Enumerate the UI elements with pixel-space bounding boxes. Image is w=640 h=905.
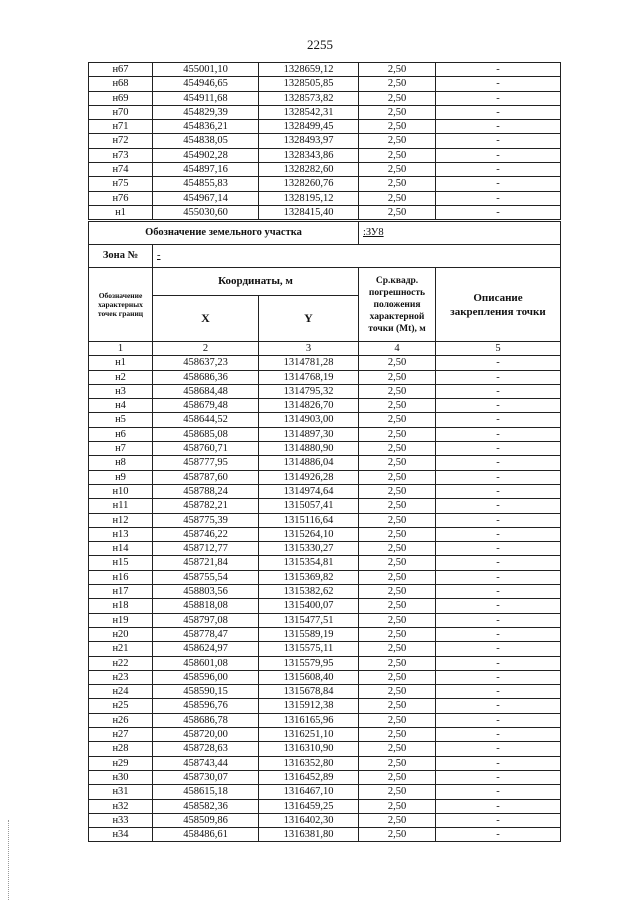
zone-value: - (157, 250, 161, 262)
description: - (436, 413, 561, 427)
header-point-designation: Обозначение характерных точек границ (89, 268, 153, 342)
coord-y: 1315912,38 (259, 699, 359, 713)
description: - (436, 427, 561, 441)
coord-y: 1316165,96 (259, 713, 359, 727)
description: - (436, 770, 561, 784)
column-number: 3 (259, 342, 359, 356)
description: - (436, 356, 561, 370)
error-value: 2,50 (359, 499, 436, 513)
coord-y: 1314903,00 (259, 413, 359, 427)
table-row (89, 599, 561, 613)
coordinates-table-continued (88, 62, 561, 220)
error-value: 2,50 (359, 205, 436, 219)
error-value: 2,50 (359, 642, 436, 656)
table-row (89, 556, 561, 570)
table-row (89, 742, 561, 756)
table-row (89, 427, 561, 441)
coord-x: 458782,21 (153, 499, 259, 513)
coord-y: 1315575,11 (259, 642, 359, 656)
coord-x: 458685,08 (153, 427, 259, 441)
header-description: Описание закрепления точки (436, 268, 561, 342)
table-row (89, 456, 561, 470)
page-number: 2255 (307, 37, 333, 52)
coord-x: 458746,22 (153, 527, 259, 541)
point-id: н14 (89, 542, 153, 556)
coord-y: 1314826,70 (259, 399, 359, 413)
description: - (436, 470, 561, 484)
description: - (436, 585, 561, 599)
column-number: 1 (89, 342, 153, 356)
coord-y: 1315477,51 (259, 613, 359, 627)
table-row (89, 484, 561, 498)
header-error: Ср.квадр. погрешность положения характерной точки (Mt), м (359, 268, 436, 342)
coord-x: 458720,00 (153, 728, 259, 742)
point-id: н20 (89, 627, 153, 641)
coord-y: 1314795,32 (259, 384, 359, 398)
error-value: 2,50 (359, 713, 436, 727)
coord-y: 1316381,80 (259, 828, 359, 842)
point-id: н68 (89, 77, 153, 91)
error-value: 2,50 (359, 77, 436, 91)
point-id: н30 (89, 770, 153, 784)
error-value: 2,50 (359, 456, 436, 470)
description: - (436, 177, 561, 191)
point-id: н16 (89, 570, 153, 584)
coord-x: 455001,10 (153, 63, 259, 77)
point-id: н1 (89, 205, 153, 219)
description: - (436, 399, 561, 413)
coord-x: 454838,05 (153, 134, 259, 148)
description: - (436, 556, 561, 570)
table-row (89, 442, 561, 456)
coord-x: 458803,56 (153, 585, 259, 599)
point-id: н23 (89, 670, 153, 684)
coord-x: 454855,83 (153, 177, 259, 191)
table-row (89, 399, 561, 413)
coord-y: 1315678,84 (259, 685, 359, 699)
table-row (89, 670, 561, 684)
coord-x: 458787,60 (153, 470, 259, 484)
scan-artifact (8, 820, 10, 900)
description: - (436, 656, 561, 670)
coord-x: 454967,14 (153, 191, 259, 205)
coord-x: 458596,76 (153, 699, 259, 713)
header-coordinates: Координаты, м (153, 268, 359, 296)
coord-y: 1315608,40 (259, 670, 359, 684)
table-row (89, 685, 561, 699)
description: - (436, 685, 561, 699)
error-value: 2,50 (359, 699, 436, 713)
column-number: 2 (153, 342, 259, 356)
point-id: н21 (89, 642, 153, 656)
point-id: н22 (89, 656, 153, 670)
error-value: 2,50 (359, 785, 436, 799)
point-id: н31 (89, 785, 153, 799)
description: - (436, 191, 561, 205)
coord-x: 458596,00 (153, 670, 259, 684)
coord-x: 458778,47 (153, 627, 259, 641)
coord-y: 1316402,30 (259, 813, 359, 827)
description: - (436, 105, 561, 119)
coord-x: 458788,24 (153, 484, 259, 498)
column-number: 4 (359, 342, 436, 356)
point-id: н24 (89, 685, 153, 699)
point-id: н4 (89, 399, 153, 413)
table-row (89, 656, 561, 670)
coord-x: 458486,61 (153, 828, 259, 842)
coord-x: 454902,28 (153, 148, 259, 162)
point-id: н72 (89, 134, 153, 148)
column-number: 5 (436, 342, 561, 356)
table-row (89, 813, 561, 827)
description: - (436, 627, 561, 641)
error-value: 2,50 (359, 742, 436, 756)
error-value: 2,50 (359, 656, 436, 670)
error-value: 2,50 (359, 556, 436, 570)
table-row (89, 828, 561, 842)
point-id: н74 (89, 163, 153, 177)
coord-y: 1328415,40 (259, 205, 359, 219)
coord-y: 1315264,10 (259, 527, 359, 541)
table-row (89, 384, 561, 398)
coord-y: 1316467,10 (259, 785, 359, 799)
table-row (89, 177, 561, 191)
table-row (89, 728, 561, 742)
coord-y: 1328195,12 (259, 191, 359, 205)
point-id: н25 (89, 699, 153, 713)
error-value: 2,50 (359, 384, 436, 398)
coord-x: 458686,78 (153, 713, 259, 727)
point-id: н6 (89, 427, 153, 441)
point-id: н18 (89, 599, 153, 613)
coord-x: 454829,39 (153, 105, 259, 119)
table-row (89, 799, 561, 813)
point-id: н71 (89, 120, 153, 134)
description: - (436, 63, 561, 77)
coord-x: 458721,84 (153, 556, 259, 570)
table-row (89, 77, 561, 91)
point-id: н11 (89, 499, 153, 513)
point-id: н2 (89, 370, 153, 384)
point-id: н67 (89, 63, 153, 77)
description: - (436, 370, 561, 384)
point-id: н12 (89, 513, 153, 527)
error-value: 2,50 (359, 685, 436, 699)
table-row (89, 370, 561, 384)
error-value: 2,50 (359, 134, 436, 148)
table-row (89, 120, 561, 134)
point-id: н70 (89, 105, 153, 119)
point-id: н8 (89, 456, 153, 470)
coord-x: 458777,95 (153, 456, 259, 470)
description: - (436, 799, 561, 813)
error-value: 2,50 (359, 670, 436, 684)
coord-x: 454897,16 (153, 163, 259, 177)
coord-x: 458755,54 (153, 570, 259, 584)
point-id: н19 (89, 613, 153, 627)
point-id: н75 (89, 177, 153, 191)
coord-x: 458644,52 (153, 413, 259, 427)
description: - (436, 828, 561, 842)
table-row (89, 134, 561, 148)
error-value: 2,50 (359, 756, 436, 770)
coord-x: 458797,08 (153, 613, 259, 627)
point-id: н1 (89, 356, 153, 370)
coord-x: 458601,08 (153, 656, 259, 670)
error-value: 2,50 (359, 427, 436, 441)
error-value: 2,50 (359, 105, 436, 119)
zone-label: Зона № (89, 245, 153, 268)
description: - (436, 542, 561, 556)
point-id: н69 (89, 91, 153, 105)
coord-y: 1316310,90 (259, 742, 359, 756)
point-id: н27 (89, 728, 153, 742)
description: - (436, 384, 561, 398)
error-value: 2,50 (359, 413, 436, 427)
coord-x: 458775,39 (153, 513, 259, 527)
error-value: 2,50 (359, 120, 436, 134)
coord-y: 1328260,76 (259, 177, 359, 191)
table-row (89, 770, 561, 784)
table-row (89, 470, 561, 484)
table-row (89, 613, 561, 627)
error-value: 2,50 (359, 177, 436, 191)
description: - (436, 120, 561, 134)
error-value: 2,50 (359, 513, 436, 527)
coord-y: 1314926,28 (259, 470, 359, 484)
coord-y: 1315330,27 (259, 542, 359, 556)
error-value: 2,50 (359, 613, 436, 627)
error-value: 2,50 (359, 370, 436, 384)
table-row (89, 756, 561, 770)
description: - (436, 813, 561, 827)
coord-x: 458743,44 (153, 756, 259, 770)
description: - (436, 484, 561, 498)
table-row (89, 713, 561, 727)
description: - (436, 756, 561, 770)
description: - (436, 613, 561, 627)
description: - (436, 742, 561, 756)
table-row (89, 148, 561, 162)
coord-y: 1328542,31 (259, 105, 359, 119)
coord-y: 1328505,85 (259, 77, 359, 91)
coord-y: 1316251,10 (259, 728, 359, 742)
coord-x: 458679,48 (153, 399, 259, 413)
coord-x: 455030,60 (153, 205, 259, 219)
error-value: 2,50 (359, 599, 436, 613)
coord-x: 458728,63 (153, 742, 259, 756)
point-id: н7 (89, 442, 153, 456)
table-row (89, 105, 561, 119)
point-id: н26 (89, 713, 153, 727)
table-row (89, 513, 561, 527)
error-value: 2,50 (359, 770, 436, 784)
coord-y: 1315057,41 (259, 499, 359, 513)
description: - (436, 442, 561, 456)
error-value: 2,50 (359, 191, 436, 205)
table-row (89, 627, 561, 641)
parcel-value: :ЗУ8 (363, 227, 384, 239)
error-value: 2,50 (359, 813, 436, 827)
coord-y: 1328499,45 (259, 120, 359, 134)
description: - (436, 713, 561, 727)
coord-x: 458730,07 (153, 770, 259, 784)
point-id: н29 (89, 756, 153, 770)
header-y: Y (259, 296, 359, 342)
point-id: н32 (89, 799, 153, 813)
coord-y: 1328493,97 (259, 134, 359, 148)
description: - (436, 148, 561, 162)
table-row (89, 585, 561, 599)
table-row (89, 91, 561, 105)
coord-x: 458637,23 (153, 356, 259, 370)
table-row (89, 570, 561, 584)
coord-x: 458818,08 (153, 599, 259, 613)
coord-x: 458712,77 (153, 542, 259, 556)
coord-y: 1315116,64 (259, 513, 359, 527)
coord-x: 458615,18 (153, 785, 259, 799)
description: - (436, 599, 561, 613)
description: - (436, 91, 561, 105)
table-row (89, 785, 561, 799)
point-id: н13 (89, 527, 153, 541)
coord-y: 1315382,62 (259, 585, 359, 599)
table-row (89, 699, 561, 713)
coord-x: 458590,15 (153, 685, 259, 699)
coord-y: 1315369,82 (259, 570, 359, 584)
point-id: н9 (89, 470, 153, 484)
coord-y: 1316452,89 (259, 770, 359, 784)
table-row (89, 542, 561, 556)
parcel-label: Обозначение земельного участка (89, 222, 359, 245)
error-value: 2,50 (359, 527, 436, 541)
point-id: н3 (89, 384, 153, 398)
coordinates-table-zu8 (88, 221, 561, 842)
description: - (436, 134, 561, 148)
error-value: 2,50 (359, 163, 436, 177)
error-value: 2,50 (359, 728, 436, 742)
table-row (89, 191, 561, 205)
point-id: н28 (89, 742, 153, 756)
coord-x: 458684,48 (153, 384, 259, 398)
coord-y: 1315400,07 (259, 599, 359, 613)
table-row (89, 163, 561, 177)
error-value: 2,50 (359, 470, 436, 484)
header-x: X (153, 296, 259, 342)
description: - (436, 499, 561, 513)
coord-y: 1314781,28 (259, 356, 359, 370)
coord-y: 1314886,04 (259, 456, 359, 470)
coord-y: 1328659,12 (259, 63, 359, 77)
coord-y: 1328343,86 (259, 148, 359, 162)
coord-x: 454836,21 (153, 120, 259, 134)
coord-x: 458624,97 (153, 642, 259, 656)
point-id: н10 (89, 484, 153, 498)
coord-y: 1315589,19 (259, 627, 359, 641)
table-row (89, 642, 561, 656)
description: - (436, 513, 561, 527)
coord-x: 454946,65 (153, 77, 259, 91)
description: - (436, 527, 561, 541)
coord-y: 1315354,81 (259, 556, 359, 570)
error-value: 2,50 (359, 399, 436, 413)
coord-y: 1316352,80 (259, 756, 359, 770)
error-value: 2,50 (359, 148, 436, 162)
coord-y: 1314768,19 (259, 370, 359, 384)
description: - (436, 456, 561, 470)
table-row (89, 413, 561, 427)
error-value: 2,50 (359, 627, 436, 641)
table-row (89, 205, 561, 219)
description: - (436, 785, 561, 799)
point-id: н15 (89, 556, 153, 570)
coord-y: 1315579,95 (259, 656, 359, 670)
coord-x: 454911,68 (153, 91, 259, 105)
description: - (436, 163, 561, 177)
coord-y: 1314897,30 (259, 427, 359, 441)
error-value: 2,50 (359, 63, 436, 77)
coord-y: 1328282,60 (259, 163, 359, 177)
description: - (436, 670, 561, 684)
point-id: н76 (89, 191, 153, 205)
table-row (89, 63, 561, 77)
point-id: н17 (89, 585, 153, 599)
point-id: н33 (89, 813, 153, 827)
error-value: 2,50 (359, 570, 436, 584)
coord-x: 458686,36 (153, 370, 259, 384)
table-row (89, 499, 561, 513)
coord-y: 1328573,82 (259, 91, 359, 105)
error-value: 2,50 (359, 542, 436, 556)
description: - (436, 570, 561, 584)
error-value: 2,50 (359, 828, 436, 842)
point-id: н5 (89, 413, 153, 427)
coord-y: 1314880,90 (259, 442, 359, 456)
table-row (89, 527, 561, 541)
description: - (436, 205, 561, 219)
point-id: н34 (89, 828, 153, 842)
table-row (89, 356, 561, 370)
coord-x: 458582,36 (153, 799, 259, 813)
coord-y: 1316459,25 (259, 799, 359, 813)
description: - (436, 699, 561, 713)
error-value: 2,50 (359, 356, 436, 370)
coord-x: 458509,86 (153, 813, 259, 827)
coord-y: 1314974,64 (259, 484, 359, 498)
description: - (436, 77, 561, 91)
error-value: 2,50 (359, 799, 436, 813)
point-id: н73 (89, 148, 153, 162)
error-value: 2,50 (359, 585, 436, 599)
error-value: 2,50 (359, 442, 436, 456)
description: - (436, 642, 561, 656)
error-value: 2,50 (359, 91, 436, 105)
error-value: 2,50 (359, 484, 436, 498)
description: - (436, 728, 561, 742)
coord-x: 458760,71 (153, 442, 259, 456)
